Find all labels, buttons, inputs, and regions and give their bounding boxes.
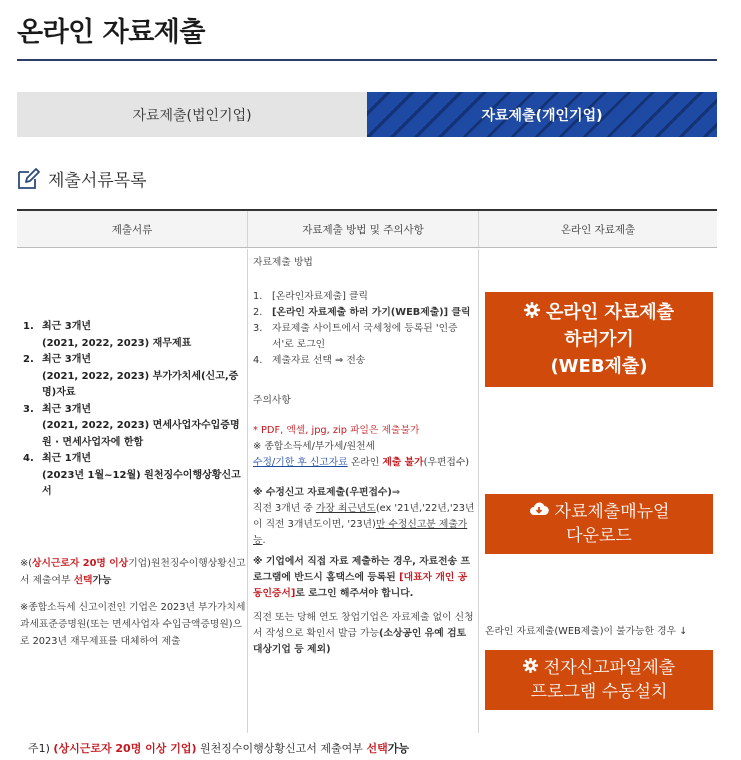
list-item: 4. 최근 1개년 (2023년 1월~12월) 원천징수이행상황신고서 bbox=[23, 453, 241, 497]
documents-column bbox=[17, 249, 248, 733]
table-header bbox=[17, 211, 717, 248]
list-item: 3. 자료제출 사이트에서 국세청에 등록된 '인증서'로 로그인 bbox=[253, 323, 458, 350]
caution-heading: 주의사항 bbox=[253, 395, 291, 406]
tab-corporate[interactable]: 자료제출(법인기업) bbox=[17, 92, 367, 137]
manual-download-button[interactable]: 자료제출매뉴얼 다운로드 bbox=[485, 494, 713, 554]
edit-icon bbox=[17, 168, 41, 190]
tab-bar bbox=[17, 92, 717, 137]
list-item: 3. 최근 3개년 (2021, 2022, 2023) 면세사업자수입증명원 · 면세사업자에 한함 bbox=[23, 403, 240, 448]
section-header bbox=[17, 166, 147, 191]
list-item: 4. 제출자료 선택 ⇒ 전송 bbox=[253, 355, 366, 366]
footnote: 주1) (상시근로자 20명 이상 기업) 원천징수이행상황신고서 제출여부 선택가능 bbox=[28, 742, 409, 755]
gear-icon bbox=[523, 656, 538, 680]
step-list bbox=[253, 289, 475, 369]
note-employees: ※(상시근로자 20명 이상기업)원천징수이행상황신고서 제출여부 선택가능 bbox=[20, 558, 246, 586]
tab-individual[interactable]: 자료제출(개인기업) bbox=[367, 92, 717, 137]
list-item: 1. 최근 3개년 (2021, 2022, 2023) 재무제표 bbox=[23, 321, 192, 349]
method-heading: 자료제출 방법 bbox=[253, 257, 313, 268]
method-text bbox=[253, 255, 475, 658]
online-submit-button[interactable]: 온라인 자료제출 하러가기 (WEB제출) bbox=[485, 292, 713, 387]
caution-startup: 직전 또는 당해 연도 창업기업은 자료제출 없이 신청서 작성으로 확인서 발급 가능(소상공인 유예 검토 대상기업 등 제외) bbox=[253, 612, 474, 655]
document-list bbox=[23, 319, 245, 501]
header-online: 온라인 자료제출 bbox=[560, 223, 636, 236]
cloud-download-icon bbox=[529, 500, 549, 524]
method-column bbox=[248, 249, 479, 733]
list-item: 2. 최근 3개년 (2021, 2022, 2023) 부가가치세(신고,증명)자료 bbox=[23, 354, 239, 398]
caution-amended-mail: ※ 수정신고 자료제출(우편접수)⇒ 직전 3개년 중 가장 최근년도(ex '21년,'22년,'23년이 직전 3개년도이면, '23년)만 수정신고분 제출가능. bbox=[253, 487, 475, 546]
list-item: 1. [온라인자료제출] 클릭 bbox=[253, 291, 368, 302]
caution-file-types: * PDF, 엑셀, jpg, zip 파일은 제출불가 bbox=[253, 425, 420, 436]
online-column bbox=[479, 249, 717, 733]
page-title: 온라인 자료제출 bbox=[17, 17, 205, 48]
header-method: 자료제출 방법 및 주의사항 bbox=[248, 211, 479, 247]
caution-certificate: ※ 기업에서 직접 자료 제출하는 경우, 자료전송 프로그램에 반드시 홈택스에 등록된 [대표자 개인 공동인증서]로 로그인 해주셔야 합니다. bbox=[253, 556, 470, 599]
web-unavailable-note: 온라인 자료제출(WEB제출)이 불가능한 경우 ↓ bbox=[485, 626, 688, 637]
section-title: 제출서류목록 bbox=[48, 171, 147, 191]
list-item: 2. [온라인 자료제출 하러 가기(WEB제출)] 클릭 bbox=[253, 307, 471, 318]
documents-table bbox=[17, 209, 717, 731]
header-documents: 제출서류 bbox=[17, 211, 248, 247]
gear-icon bbox=[524, 299, 540, 326]
title-divider bbox=[17, 59, 717, 61]
note-income-tax: ※종합소득세 신고이전인 기업은 2023년 부가가치세 과세표준증명원(또는 면세사업자 수입금액증명원)으로 2023년 재무제표를 대체하여 제출 bbox=[20, 602, 246, 647]
manual-install-button[interactable]: 전자신고파일제출 프로그램 수동설치 bbox=[485, 650, 713, 710]
caution-amended: ※ 종합소득세/부가세/원천세 수정/기한 후 신고자료 온라인 제출 불가(우편접수) bbox=[253, 441, 470, 468]
